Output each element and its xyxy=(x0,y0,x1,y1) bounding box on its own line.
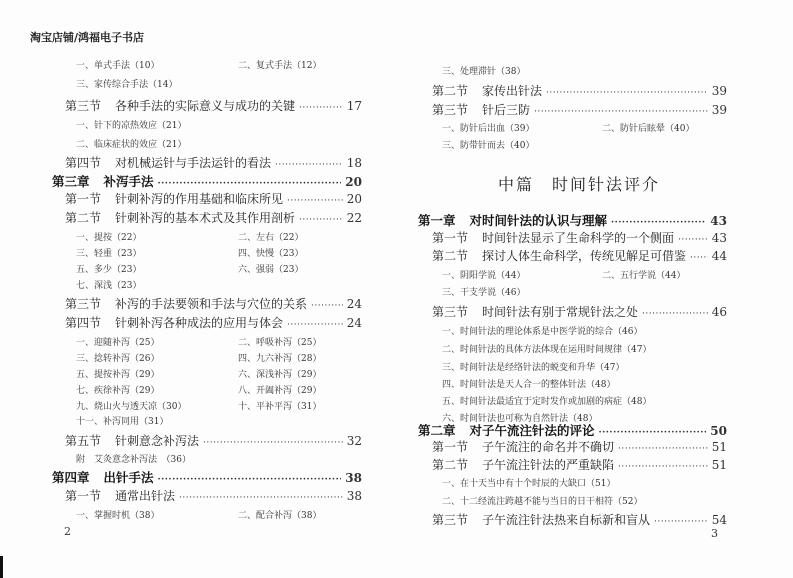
toc-label: 第三节 xyxy=(432,305,469,319)
leader-dots xyxy=(678,235,708,245)
toc-page-number: 24 xyxy=(346,297,362,311)
toc-subitem: 二、时间针法的具体方法体现在运用时间规律（47） xyxy=(442,345,652,355)
toc-label: 第一节 xyxy=(65,489,102,503)
leader-dots xyxy=(690,253,708,263)
toc-title: 时间针法有别于常规针法之处 xyxy=(482,305,639,319)
toc-label: 第二节 xyxy=(432,84,469,98)
toc-title: 针刺补泻的作用基础和临床所见 xyxy=(115,192,284,206)
page-number: 3 xyxy=(711,527,718,540)
toc-page-number: 46 xyxy=(711,305,727,319)
toc-section[interactable] xyxy=(432,247,727,264)
toc-subitem: 三、家传综合手法（14） xyxy=(76,80,178,90)
toc-page-number: 51 xyxy=(711,458,727,472)
toc-page-number: 39 xyxy=(711,84,727,98)
toc-label: 第三节 xyxy=(65,99,102,113)
toc-subitem: 五、多少（23） xyxy=(76,265,142,275)
toc-section[interactable] xyxy=(432,82,727,99)
leader-dots xyxy=(275,160,343,170)
toc-title: 家传出针法 xyxy=(482,84,543,98)
toc-subitem: 七、疾徐补泻（29） xyxy=(76,386,160,396)
leader-dots xyxy=(618,444,708,454)
leader-dots xyxy=(642,309,708,319)
toc-label: 第二节 xyxy=(432,458,469,472)
toc-label: 第三章 xyxy=(52,174,90,189)
toc-title: 补泻手法 xyxy=(103,174,154,189)
toc-title: 子午流注针法的严重缺陷 xyxy=(482,458,615,472)
toc-section[interactable] xyxy=(432,511,727,528)
toc-section[interactable] xyxy=(432,101,727,118)
leader-dots xyxy=(158,179,342,189)
leader-dots xyxy=(158,475,342,485)
toc-section[interactable] xyxy=(65,190,362,207)
leader-dots xyxy=(546,88,708,98)
toc-page-number: 39 xyxy=(711,103,727,117)
toc-page-number: 38 xyxy=(346,489,362,503)
toc-subitem: 二、临床症状的效应（21） xyxy=(76,140,187,150)
toc-section[interactable] xyxy=(432,303,727,320)
leader-dots xyxy=(534,107,708,117)
toc-subitem: 一、阴阳学说（44） xyxy=(442,271,526,281)
toc-page-number: 20 xyxy=(345,175,362,189)
toc-title: 补泻的手法要领和手法与穴位的关系 xyxy=(115,297,308,311)
toc-subitem: 三、捻转补泻（26） xyxy=(76,354,160,364)
toc-title: 对机械运针与手法运针的看法 xyxy=(115,156,272,170)
toc-subitem: 六、深浅补泻（29） xyxy=(238,370,322,380)
toc-chapter[interactable] xyxy=(418,211,727,229)
toc-subitem: 二、五行学说（44） xyxy=(602,271,686,281)
toc-page-number: 32 xyxy=(346,434,362,448)
toc-section[interactable] xyxy=(65,432,362,449)
toc-subitem: 三、防带针而去（40） xyxy=(442,141,535,151)
toc-subitem: 四、九六补泻（28） xyxy=(238,354,322,364)
toc-title: 各种手法的实际意义与成功的关键 xyxy=(115,99,296,113)
leader-dots xyxy=(287,196,343,206)
leader-dots xyxy=(599,428,707,438)
toc-subitem: 五、时间针法最适宜于定时发作或加剧的病症（48） xyxy=(442,397,652,407)
toc-subitem: 一、迎随补泻（25） xyxy=(76,338,160,348)
toc-subitem: 六、时间针法也可称为自然针法（48） xyxy=(442,414,598,424)
toc-label: 第一节 xyxy=(65,192,102,206)
toc-page-number: 38 xyxy=(345,471,362,485)
scan-edge-mark xyxy=(0,556,3,578)
toc-title: 针刺补泻各种成法的应用与体会 xyxy=(115,316,284,330)
toc-title: 通常出针法 xyxy=(115,489,176,503)
leader-dots xyxy=(618,462,708,472)
toc-section[interactable] xyxy=(65,97,362,114)
toc-subitem: 六、强弱（23） xyxy=(238,265,304,275)
toc-page-number: 51 xyxy=(711,440,727,454)
toc-subitem: 一、提按（22） xyxy=(76,233,142,243)
toc-label: 第二节 xyxy=(65,211,102,225)
toc-label: 第四章 xyxy=(52,470,90,485)
toc-page-number: 50 xyxy=(710,424,727,438)
toc-page-number: 24 xyxy=(346,316,362,330)
leader-dots xyxy=(654,517,708,527)
toc-subitem: 九、烧山火与透天凉（30） xyxy=(76,402,187,412)
toc-title: 对时间针法的认识与理解 xyxy=(469,213,608,228)
toc-section[interactable] xyxy=(65,295,362,312)
toc-subitem: 二、左右（22） xyxy=(238,233,304,243)
toc-subitem: 附 艾灸意念补泻法 （36） xyxy=(76,455,191,465)
toc-section[interactable] xyxy=(432,229,727,246)
toc-chapter[interactable] xyxy=(52,172,362,190)
toc-subitem: 一、针下的凉热效应（21） xyxy=(76,121,187,131)
toc-label: 第四节 xyxy=(65,156,102,170)
toc-title: 出针手法 xyxy=(103,470,154,485)
toc-page-number: 18 xyxy=(346,156,362,170)
leader-dots xyxy=(311,301,343,311)
toc-section[interactable] xyxy=(65,154,362,171)
toc-title: 子午流注针法热来自标新和盲从 xyxy=(482,513,651,527)
page-number: 2 xyxy=(64,525,71,538)
toc-subitem: 四、快慢（23） xyxy=(238,249,304,259)
watermark: 淘宝店铺/鸿福电子书店 xyxy=(30,31,145,44)
toc-subitem: 十一、补泻同用（31） xyxy=(76,417,169,427)
toc-subitem: 一、在十天当中有十个时辰的大缺口（51） xyxy=(442,479,616,489)
toc-title: 针后三防 xyxy=(482,103,531,117)
toc-subitem: 七、深浅（23） xyxy=(76,281,142,291)
toc-title: 探讨人体生命科学，传统见解足可借鉴 xyxy=(482,249,687,263)
toc-subitem: 一、防针后出血（39） xyxy=(442,124,535,134)
toc-page-number: 44 xyxy=(711,249,727,263)
toc-title: 时间针法显示了生命科学的一个侧面 xyxy=(482,231,675,245)
toc-chapter[interactable] xyxy=(418,421,727,439)
toc-label: 第四节 xyxy=(65,316,102,330)
toc-chapter[interactable] xyxy=(52,468,362,486)
toc-subitem: 三、轻重（23） xyxy=(76,249,142,259)
toc-label: 第二章 xyxy=(418,423,456,438)
toc-subitem: 一、时间针法的理论体系是中医学说的综合（46） xyxy=(442,327,643,337)
toc-title: 对子午流注针法的评论 xyxy=(469,423,595,438)
toc-subitem: 八、开阖补泻（29） xyxy=(238,386,322,396)
toc-subitem: 三、时间针法是经络针法的蜕变和升华（47） xyxy=(442,363,625,373)
toc-label: 第一章 xyxy=(418,213,456,228)
toc-subitem: 二、配合补泻（38） xyxy=(238,511,322,521)
toc-subitem: 二、呼吸补泻（25） xyxy=(238,338,322,348)
toc-section[interactable] xyxy=(432,438,727,455)
toc-section[interactable] xyxy=(432,456,727,473)
toc-section[interactable] xyxy=(65,314,362,331)
toc-subitem: 一、单式手法（10） xyxy=(76,61,160,71)
toc-page-number: 20 xyxy=(346,192,362,206)
toc-title: 针刺补泻的基本术式及其作用剖析 xyxy=(115,211,296,225)
part-title: 中篇 时间针法评介 xyxy=(498,175,661,194)
toc-subitem: 三、处理滞针（38） xyxy=(442,67,526,77)
leader-dots xyxy=(179,493,343,503)
toc-page-number: 22 xyxy=(346,211,362,225)
toc-subitem: 二、十二经流注跨越不能与当日的日干相符（52） xyxy=(442,497,643,507)
toc-subitem: 四、时间针法是天人合一的整体针法（48） xyxy=(442,380,616,390)
toc-section[interactable] xyxy=(65,487,362,504)
toc-page-number: 54 xyxy=(711,513,727,527)
toc-label: 第三节 xyxy=(432,513,469,527)
toc-subitem: 五、提按补泻（29） xyxy=(76,370,160,380)
leader-dots xyxy=(611,218,706,228)
toc-title: 子午流注的命名并不确切 xyxy=(482,440,615,454)
toc-label: 第二节 xyxy=(432,249,469,263)
toc-subitem: 二、复式手法（12） xyxy=(238,61,322,71)
toc-page-number: 17 xyxy=(346,99,362,113)
toc-label: 第三节 xyxy=(65,297,102,311)
toc-label: 第三节 xyxy=(432,103,469,117)
leader-dots xyxy=(287,320,343,330)
toc-label: 第五节 xyxy=(65,434,102,448)
toc-subitem: 三、干支学说（46） xyxy=(442,288,526,298)
toc-subitem: 一、掌握时机（38） xyxy=(76,511,160,521)
toc-label: 第一节 xyxy=(432,231,469,245)
toc-subitem: 二、防针后眩晕（40） xyxy=(602,124,695,134)
toc-page-number: 43 xyxy=(710,214,727,228)
toc-section[interactable] xyxy=(65,209,362,226)
toc-subitem: 十、平补平泻（31） xyxy=(238,402,322,412)
leader-dots xyxy=(299,103,343,113)
toc-label: 第一节 xyxy=(432,440,469,454)
leader-dots xyxy=(299,215,343,225)
toc-title: 针刺意念补泻法 xyxy=(115,434,200,448)
toc-page-number: 43 xyxy=(711,231,727,245)
leader-dots xyxy=(203,438,343,448)
